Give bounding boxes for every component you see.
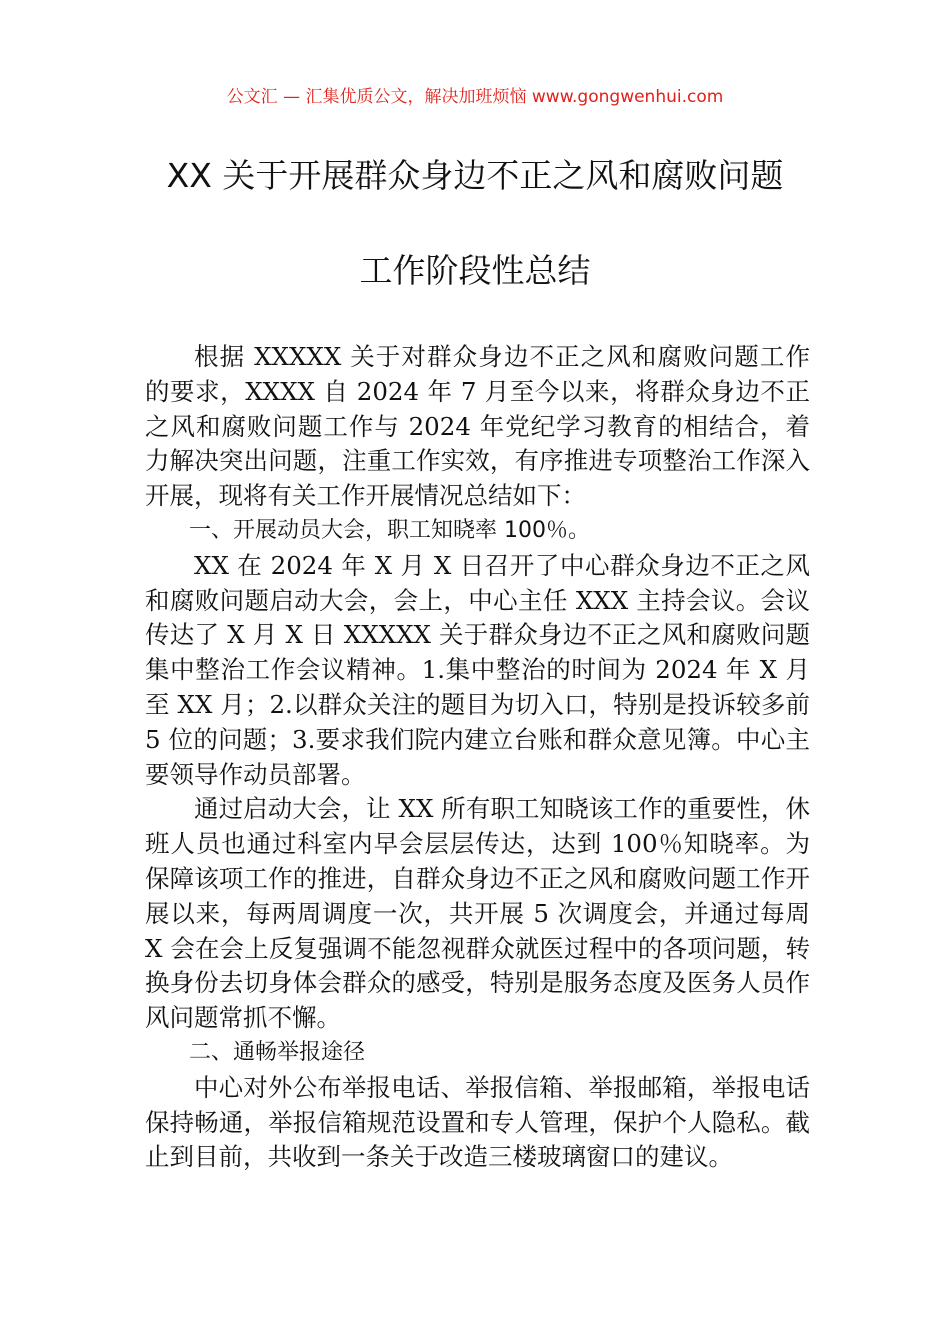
document-title-line-2: 工作阶段性总结	[359, 251, 591, 290]
section-heading-1: 一、开展动员大会，职工知晓率 100％。	[189, 517, 590, 543]
site-banner: 公文汇 — 汇集优质公文，解决加班烦恼 www.gongwenhui.com	[226, 87, 724, 107]
paragraph-intro: 根据 XXXXX 关于对群众身边不正之风和腐败问题工作的要求，XXXX 自 2024 年 7 月至今以来，将群众身边不正之风和腐败问题工作与 2024 年党纪学习教育的相结合，着力解决突出问题，注重工作实效，有序推进专项整治工作深入开展，现将有关工作开展情况总结如下：	[145, 342, 810, 511]
document-body	[145, 340, 810, 1175]
paragraph-reporting: 中心对外公布举报电话、举报信箱、举报邮箱，举报电话保持畅通，举报信箱规范设置和专人管理，保护个人隐私。截止到目前，共收到一条关于改造三楼玻璃窗口的建议。	[145, 1072, 810, 1172]
document-title-line-1: XX 关于开展群众身边不正之风和腐败问题	[166, 156, 784, 195]
paragraph-meeting: XX 在 2024 年 X 月 X 日召开了中心群众身边不正之风和腐败问题启动大会，会上，中心主任 XXX 主持会议。会议传达了 X 月 X 日 XXXXX 关于群众身边不正之风和腐败问题集中整治工作会议精神。1.集中整治的时间为 2024 年 X 月至 XX 月；2.以群众关注的题目为切入口，特别是投诉较多前 5 位的问题；3.要求我们院内建立台账和群众意见簿。中心主要领导作动员部署。	[145, 550, 810, 789]
section-heading-2: 二、通畅举报途径	[189, 1039, 366, 1065]
paragraph-awareness: 通过启动大会，让 XX 所有职工知晓该工作的重要性，休班人员也通过科室内早会层层传达，达到 100％知晓率。为保障该项工作的推进，自群众身边不正之风和腐败问题工作开展以来，每两周调度一次，共开展 5 次调度会，并通过每周 X 会在会上反复强调不能忽视群众就医过程中的各项问题，转换身份去切身体会群众的感受，特别是服务态度及医务人员作风问题常抓不懈。	[145, 794, 810, 1033]
